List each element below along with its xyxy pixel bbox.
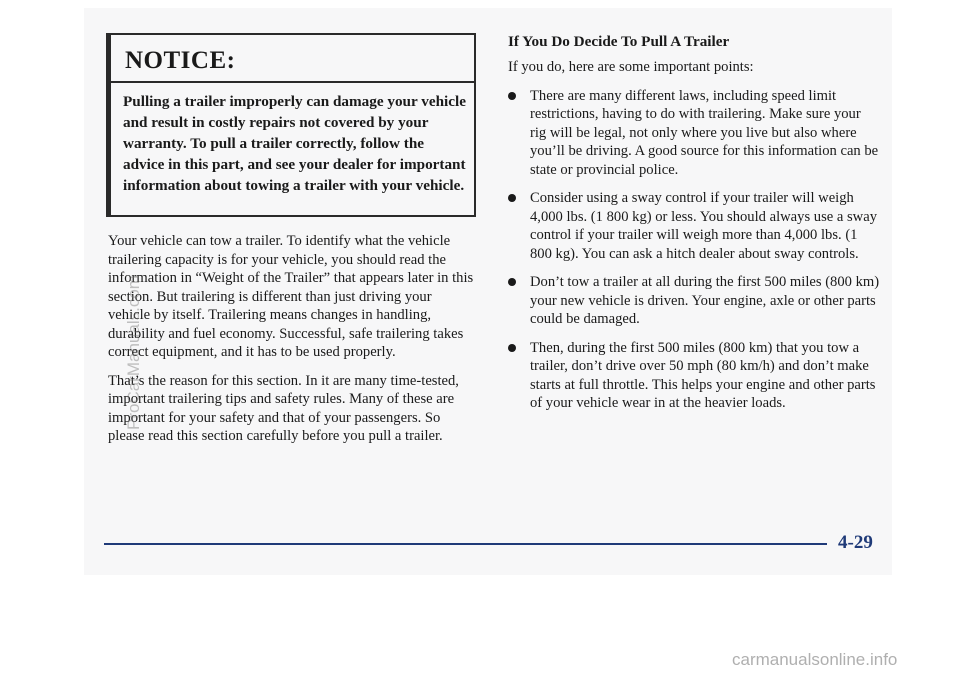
left-column xyxy=(108,232,476,456)
list-item-text: Then, during the first 500 miles (800 km) that you tow a trailer, don’t drive over 50 mph (80 km/h) and don’t make starts at full throttle. This helps your engine and other parts of your vehicle wear in at the heavier loads. xyxy=(530,339,876,411)
notice-box xyxy=(106,33,476,217)
body-paragraph: Your vehicle can tow a trailer. To identify what the vehicle trailering capacity is for your vehicle, you should read the information in “Weight of the Trailer” that appears later in this section. But trailering is different than just driving your vehicle by itself. Trailering means changes in handling, durability and fuel economy. Successful, safe trailering takes correct equipment, and it has to be used properly. xyxy=(108,233,474,360)
list-item xyxy=(508,273,880,329)
list-item-text: Consider using a sway control if your trailer will weigh 4,000 lbs. (1 800 kg) or less. You should always use a sway control if your trailer will weigh more than 4,000 lbs. (1 800 kg). You can ask a hitch dealer about sway controls. xyxy=(530,190,877,262)
section-heading: If You Do Decide To Pull A Trailer xyxy=(508,33,730,50)
watermark-vertical: ProCarManuals.com xyxy=(124,275,143,430)
bullet-icon xyxy=(508,92,516,100)
list-item xyxy=(508,189,880,263)
list-item xyxy=(508,339,880,413)
bullet-icon xyxy=(508,194,516,202)
right-column xyxy=(508,32,880,423)
body-paragraph: That’s the reason for this section. In it are many time-tested, important trailering tips and safety rules. Many of these are important for your safety and that of your passengers. So please read this section carefully before you pull a trailer. xyxy=(108,372,459,444)
bullet-icon xyxy=(508,344,516,352)
watermark-bottom: carmanualsonline.info xyxy=(732,650,898,669)
list-item xyxy=(508,87,880,180)
bullet-list xyxy=(508,87,880,413)
notice-text: Pulling a trailer improperly can damage your vehicle and result in costly repairs not covered by your warranty. To pull a trailer correctly, follow the advice in this part, and see your dealer for important information about towing a trailer with your vehicle. xyxy=(123,93,466,194)
footer-rule xyxy=(104,543,827,545)
notice-divider xyxy=(111,81,474,83)
list-item-text: There are many different laws, including speed limit restrictions, having to do with trailering. Make sure your rig will be legal, not only where you live but also where you’ll be driving. A good source for this information can be state or provincial police. xyxy=(530,87,879,178)
section-intro: If you do, here are some important points: xyxy=(508,59,754,75)
list-item-text: Don’t tow a trailer at all during the first 500 miles (800 km) your new vehicle is driven. Your engine, axle or other parts could be damaged. xyxy=(530,274,880,327)
notice-title: NOTICE: xyxy=(125,47,236,74)
page-number: 4-29 xyxy=(838,532,873,553)
bullet-icon xyxy=(508,278,516,286)
